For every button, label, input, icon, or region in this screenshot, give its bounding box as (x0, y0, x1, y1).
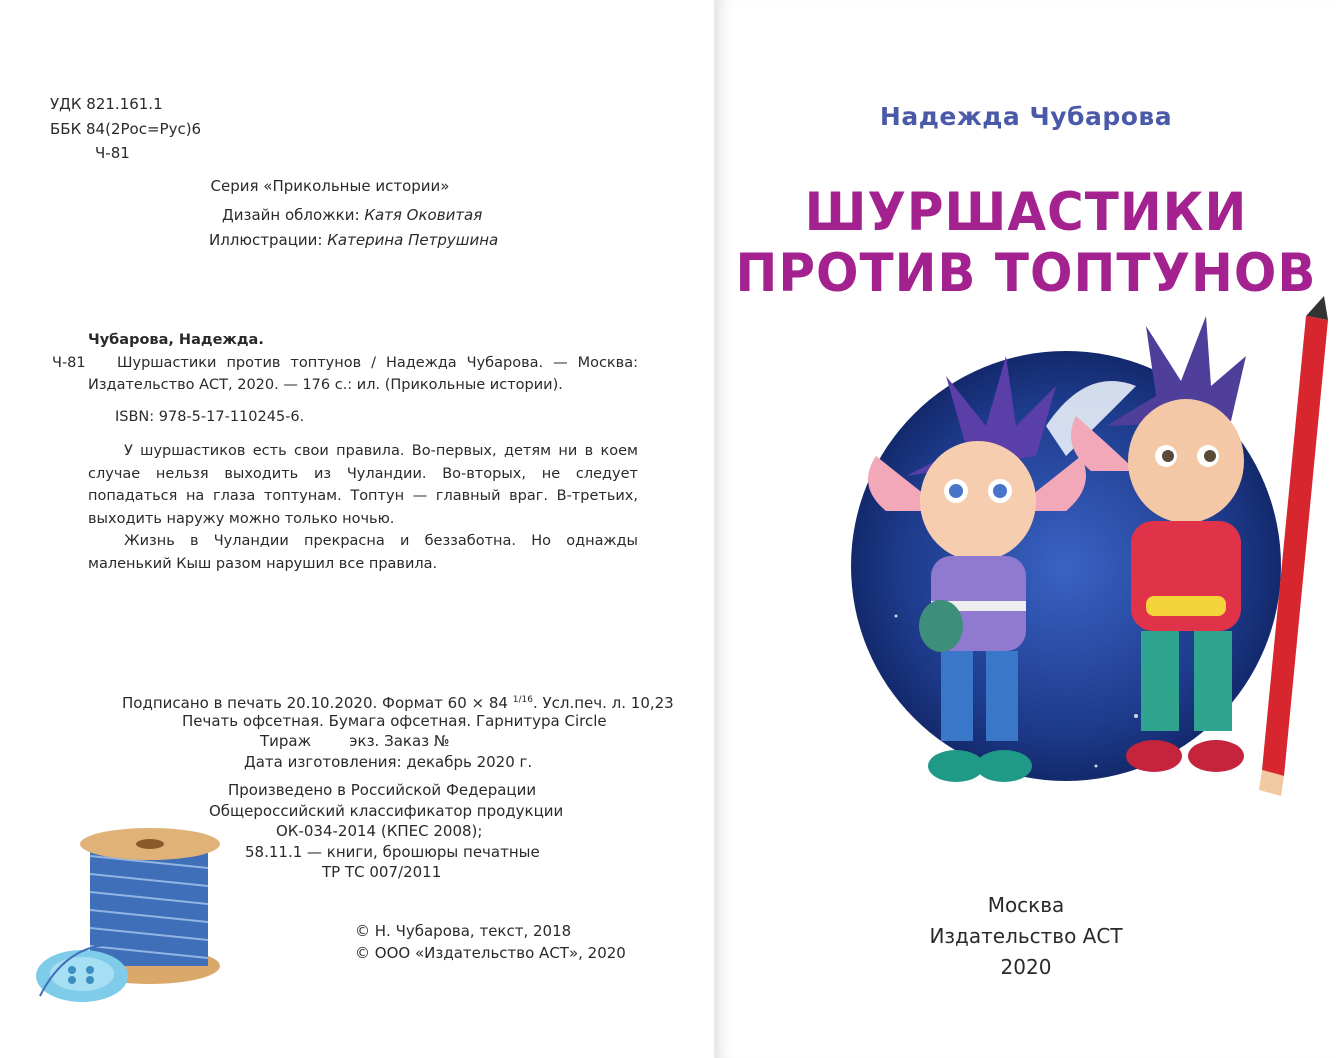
produced-line-4: 58.11.1 — книги, брошюры печатные (245, 843, 540, 861)
book-author: Надежда Чубарова (879, 102, 1173, 131)
right-page-title (716, 0, 1336, 1058)
isbn: ISBN: 978-5-17-110245-6. (115, 409, 305, 425)
print-line-2: Печать офсетная. Бумага офсетная. Гарнитура Circle (182, 712, 607, 730)
print-line-4: Дата изготовления: декабрь 2020 г. (244, 753, 533, 771)
publication-year: 2020 (1000, 955, 1052, 979)
publisher-city: Москва (987, 893, 1065, 917)
print-line-1 (122, 690, 674, 713)
book-title-line-2: ПРОТИВ ТОПТУНОВ (735, 242, 1317, 304)
produced-line-3: ОК-034-2014 (КПЕС 2008); (276, 822, 483, 840)
cover-design-name: Катя Оковитая (364, 206, 483, 224)
cover-illustration (836, 296, 1336, 816)
illustrations-name: Катерина Петрушина (327, 231, 499, 249)
cover-design-label: Дизайн обложки: (222, 206, 360, 224)
udk-code: УДК 821.161.1 (50, 95, 163, 113)
thread-spool-illustration (30, 826, 230, 1026)
annotation-paragraph-1: У шуршастиков есть свои правила. Во-первых, детям ни в коем случае нельзя выходить из Чуландии. Во-вторых, не следует попадаться на глаза топтунам. Топтун — главный враг. В-третьих, выходить наружу можно только ночью. (88, 443, 638, 527)
format-fraction: 1/16 (512, 695, 533, 705)
bbk-code: ББК 84(2Рос=Рус)6 (50, 120, 202, 138)
produced-line-5: ТР ТС 007/2011 (322, 863, 442, 881)
catalog-author: Чубарова, Надежда. (88, 332, 264, 348)
copyright-text: © Н. Чубарова, текст, 2018 (355, 922, 572, 940)
publisher-imprint (716, 890, 1336, 983)
catalog-mark: Ч-81 (52, 355, 86, 371)
book-title-line-1: ШУРШАСТИКИ (804, 181, 1248, 243)
illustrations-line (209, 230, 498, 250)
print-signed-format: Подписано в печать 20.10.2020. Формат 60 × 84 (122, 694, 513, 712)
annotation (88, 440, 638, 575)
print-line-3: Тираж экз. Заказ № (260, 732, 450, 750)
publisher-name: Издательство АСТ (929, 924, 1123, 948)
catalog-line-1: Шуршастики против топтунов / Надежда Чубарова. — Москва: (117, 355, 638, 371)
illustrations-label: Иллюстрации: (209, 231, 323, 249)
author-mark: Ч-81 (95, 144, 130, 162)
series-line: Серия «Прикольные истории» (210, 177, 450, 195)
cover-design-line (222, 205, 482, 225)
annotation-paragraph-2: Жизнь в Чуландии прекрасна и беззаботна. Но однажды маленький Кыш разом нарушил все правила. (88, 533, 638, 572)
produced-line-2: Общероссийский классификатор продукции (209, 802, 564, 820)
produced-line-1: Произведено в Российской Федерации (228, 781, 537, 799)
copyright-publisher: © ООО «Издательство АСТ», 2020 (355, 944, 626, 962)
print-sheets: . Усл.печ. л. 10,23 (532, 694, 674, 712)
catalog-line-2: Издательство АСТ, 2020. — 176 с.: ил. (Прикольные истории). (88, 377, 563, 393)
